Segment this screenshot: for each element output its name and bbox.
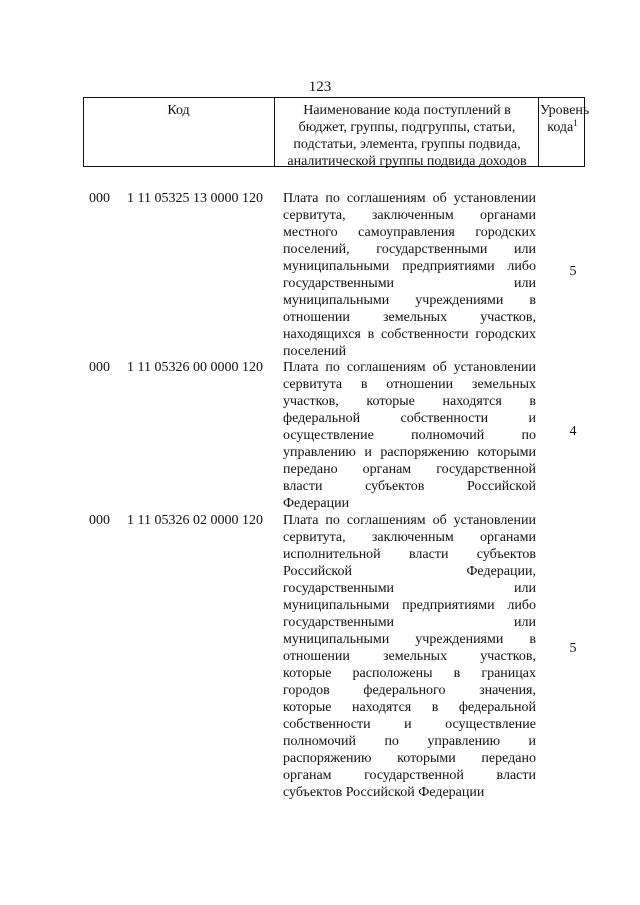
code-level: 5	[569, 264, 577, 279]
admin-code: 000	[89, 191, 110, 206]
revenue-name-line: федеральной собственности и	[283, 411, 536, 426]
revenue-name-line: местного самоуправления городских	[283, 225, 536, 240]
admin-code: 000	[89, 360, 110, 375]
page-number: 123	[308, 79, 332, 95]
revenue-name	[283, 512, 536, 801]
revenue-name-line: сервитута, заключенным органами	[283, 208, 536, 223]
header-level-word: кода	[547, 120, 574, 135]
revenue-code: 1 11 05325 13 0000 120	[127, 191, 263, 206]
header-name-line: бюджет, группы, подгруппы, статьи,	[298, 120, 516, 135]
revenue-name-line: поселений	[283, 344, 347, 359]
header-code: Код	[167, 103, 190, 118]
header-divider	[538, 97, 539, 167]
header-level-line2	[540, 119, 585, 136]
revenue-name-line: субъектов Российской Федерации	[283, 785, 485, 800]
header-level-line: Уровень	[540, 103, 590, 118]
revenue-name-line: которые расположены в границах	[283, 666, 536, 681]
revenue-name-line: государственными или	[283, 276, 536, 291]
revenue-name-line: государственными или	[283, 615, 536, 630]
header-level	[540, 102, 590, 136]
revenue-name-line: передано органам государственной	[283, 462, 536, 477]
revenue-name-line: отношении земельных участков,	[283, 310, 536, 325]
header-divider	[274, 97, 275, 167]
revenue-name-line: муниципальными учреждениями в	[283, 632, 536, 647]
header-top-rule	[83, 97, 585, 98]
revenue-name-line: находящихся в собственности городских	[283, 327, 536, 342]
revenue-name-line: сервитута, заключенным органами	[283, 530, 536, 545]
revenue-code: 1 11 05326 02 0000 120	[127, 513, 263, 528]
header-name	[276, 102, 538, 170]
admin-code: 000	[89, 513, 110, 528]
header-name-line: подстатьи, элемента, группы подвида,	[293, 137, 521, 152]
revenue-name-line: распоряжению которыми передано	[283, 751, 536, 766]
revenue-name-line: поселений, государственными или	[283, 242, 536, 257]
revenue-name-line: муниципальными предприятиями либо	[283, 259, 536, 274]
revenue-name-line: осуществление полномочий по	[283, 428, 536, 443]
revenue-name	[283, 359, 536, 512]
code-level: 4	[569, 424, 577, 439]
revenue-name-line: Российской Федерации,	[283, 564, 536, 579]
revenue-name-line: полномочий по управлению и	[283, 734, 536, 749]
revenue-name-line: городов федерального значения,	[283, 683, 536, 698]
header-name-line: Наименование кода поступлений в	[303, 103, 511, 118]
revenue-name-line: Плата по соглашениям об установлении	[283, 513, 536, 528]
revenue-name-line: органам государственной власти	[283, 768, 536, 783]
revenue-name-line: государственными или	[283, 581, 536, 596]
revenue-name-line: власти субъектов Российской	[283, 479, 536, 494]
revenue-name-line: Плата по соглашениям об установлении	[283, 191, 536, 206]
header-level-footnote: 1	[573, 118, 578, 128]
revenue-name-line: отношении земельных участков,	[283, 649, 536, 664]
revenue-name-line: муниципальными учреждениями в	[283, 293, 536, 308]
revenue-name-line: управлению и распоряжению которыми	[283, 445, 536, 460]
revenue-name-line: которые находятся в федеральной	[283, 700, 536, 715]
revenue-name	[283, 190, 536, 360]
revenue-name-line: сервитута в отношении земельных	[283, 377, 536, 392]
revenue-name-line: участков, которые находятся в	[283, 394, 536, 409]
code-level: 5	[569, 641, 577, 656]
table-header	[83, 97, 590, 169]
revenue-name-line: муниципальными предприятиями либо	[283, 598, 536, 613]
revenue-name-line: Федерации	[283, 496, 350, 511]
revenue-name-line: Плата по соглашениям об установлении	[283, 360, 536, 375]
revenue-code: 1 11 05326 00 0000 120	[127, 360, 263, 375]
header-name-line: аналитической группы подвида доходов	[287, 154, 527, 169]
revenue-name-line: собственности и осуществление	[283, 717, 536, 732]
revenue-name-line: исполнительной власти субъектов	[283, 547, 536, 562]
